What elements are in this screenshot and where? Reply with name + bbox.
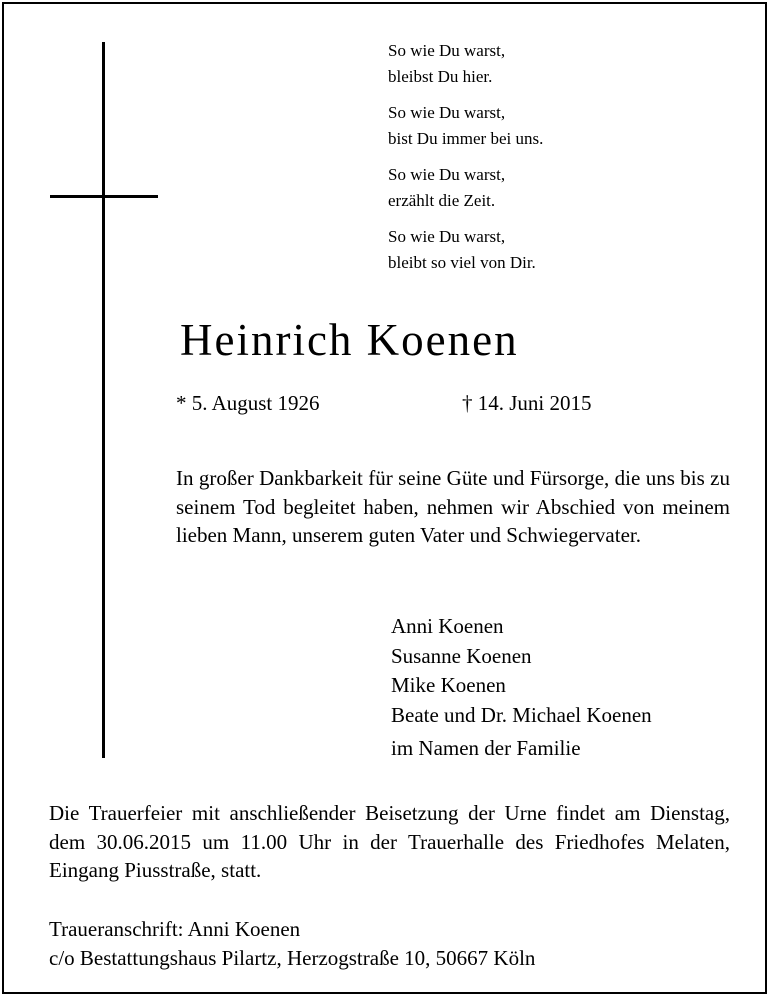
family-member: Anni Koenen — [391, 614, 504, 638]
poem-line: So wie Du warst, — [388, 165, 506, 184]
family-member: Susanne Koenen — [391, 643, 532, 668]
farewell-message: In großer Dankbarkeit für seine Güte und Fürsorge, die uns bis zu seinem Tod begleitet haben, nehmen wir Abschied von meinem lieben Mann, unserem guten Vater und Schwiegervater. — [176, 466, 730, 547]
address-line: Traueranschrift: Anni Koenen — [49, 917, 301, 941]
family-member: Beate und Dr. Michael Koenen — [391, 702, 652, 727]
family-member: Mike Koenen — [391, 673, 506, 697]
birth-date: * 5. August 1926 — [176, 391, 320, 415]
poem-stanza — [388, 100, 543, 152]
poem-line: bleibst Du hier. — [388, 67, 493, 86]
obituary-notice — [2, 2, 767, 994]
poem-line: bleibt so viel von Dir. — [388, 253, 536, 272]
poem-line: bist Du immer bei uns. — [388, 129, 544, 148]
family-list — [391, 612, 652, 730]
cross-vertical-bar — [102, 42, 105, 758]
address-line: c/o Bestattungshaus Pilartz, Herzogstraße 10, 50667 Köln — [49, 946, 536, 970]
family-signoff: im Namen der Familie — [391, 736, 581, 760]
mourning-address — [49, 915, 535, 973]
poem-stanza — [388, 224, 543, 276]
poem-line: So wie Du warst, — [388, 41, 506, 60]
deceased-name: Heinrich Koenen — [180, 315, 519, 365]
funeral-service-info: Die Trauerfeier mit anschließender Beisetzung der Urne findet am Dienstag, dem 30.06.2015 um 11.00 Uhr in der Trauerhalle des Friedhofes Melaten, Eingang Piusstraße, statt. — [49, 801, 730, 882]
poem-stanza — [388, 38, 543, 90]
poem-line: erzählt die Zeit. — [388, 191, 496, 210]
poem-line: So wie Du warst, — [388, 103, 506, 122]
cross-horizontal-bar — [50, 195, 158, 198]
poem-line: So wie Du warst, — [388, 227, 506, 246]
death-date: † 14. Juni 2015 — [462, 391, 592, 415]
poem-stanza — [388, 162, 543, 214]
poem — [388, 38, 543, 286]
